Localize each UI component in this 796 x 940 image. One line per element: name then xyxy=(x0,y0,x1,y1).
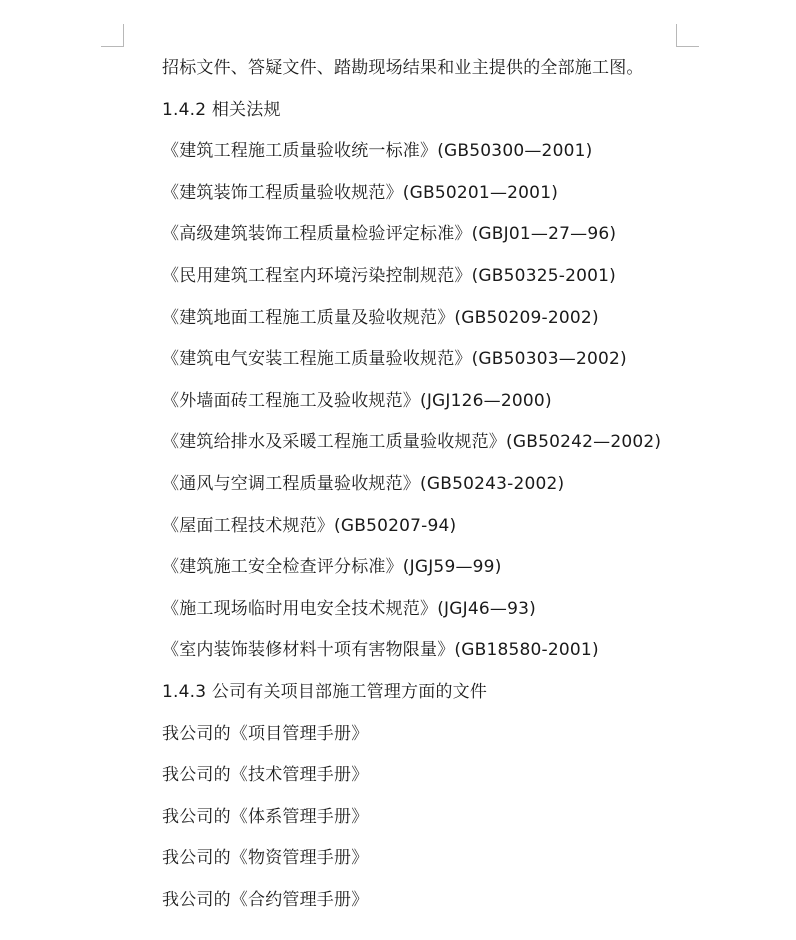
section-heading-1-4-2: 1.4.2 相关法规 xyxy=(162,99,281,120)
margin-mark-top-right xyxy=(676,24,699,47)
regulation-item: 《外墙面砖工程施工及验收规范》(JGJ126—2000) xyxy=(162,390,552,411)
company-manual-item: 我公司的《合约管理手册》 xyxy=(162,889,369,910)
company-manual-item: 我公司的《体系管理手册》 xyxy=(162,806,369,827)
regulation-item: 《建筑施工安全检查评分标准》(JGJ59—99) xyxy=(162,557,502,578)
company-manual-item: 我公司的《项目管理手册》 xyxy=(162,723,369,744)
regulation-item: 《室内装饰装修材料十项有害物限量》(GB18580-2001) xyxy=(162,640,599,661)
regulation-item: 《民用建筑工程室内环境污染控制规范》(GB50325-2001) xyxy=(162,265,616,286)
regulation-item: 《屋面工程技术规范》(GB50207-94) xyxy=(162,515,457,536)
company-manual-item: 我公司的《物资管理手册》 xyxy=(162,848,369,869)
document-body xyxy=(162,55,722,928)
regulation-item: 《建筑电气安装工程施工质量验收规范》(GB50303—2002) xyxy=(162,349,627,370)
regulation-item: 《建筑给排水及采暖工程施工质量验收规范》(GB50242—2002) xyxy=(162,432,662,453)
regulation-item: 《建筑装饰工程质量验收规范》(GB50201—2001) xyxy=(162,182,559,203)
regulation-item: 《建筑地面工程施工质量及验收规范》(GB50209-2002) xyxy=(162,307,599,328)
margin-mark-top-left xyxy=(101,24,124,47)
regulation-item: 《建筑工程施工质量验收统一标准》(GB50300—2001) xyxy=(162,141,593,162)
regulation-item: 《高级建筑装饰工程质量检验评定标准》(GBJ01—27—96) xyxy=(162,224,617,245)
paragraph-intro: 招标文件、答疑文件、踏勘现场结果和业主提供的全部施工图。 xyxy=(162,58,644,78)
company-manual-item: 我公司的《技术管理手册》 xyxy=(162,765,369,786)
regulation-item: 《通风与空调工程质量验收规范》(GB50243-2002) xyxy=(162,473,565,494)
regulation-item: 《施工现场临时用电安全技术规范》(JGJ46—93) xyxy=(162,598,536,619)
section-heading-1-4-3: 1.4.3 公司有关项目部施工管理方面的文件 xyxy=(162,681,488,702)
